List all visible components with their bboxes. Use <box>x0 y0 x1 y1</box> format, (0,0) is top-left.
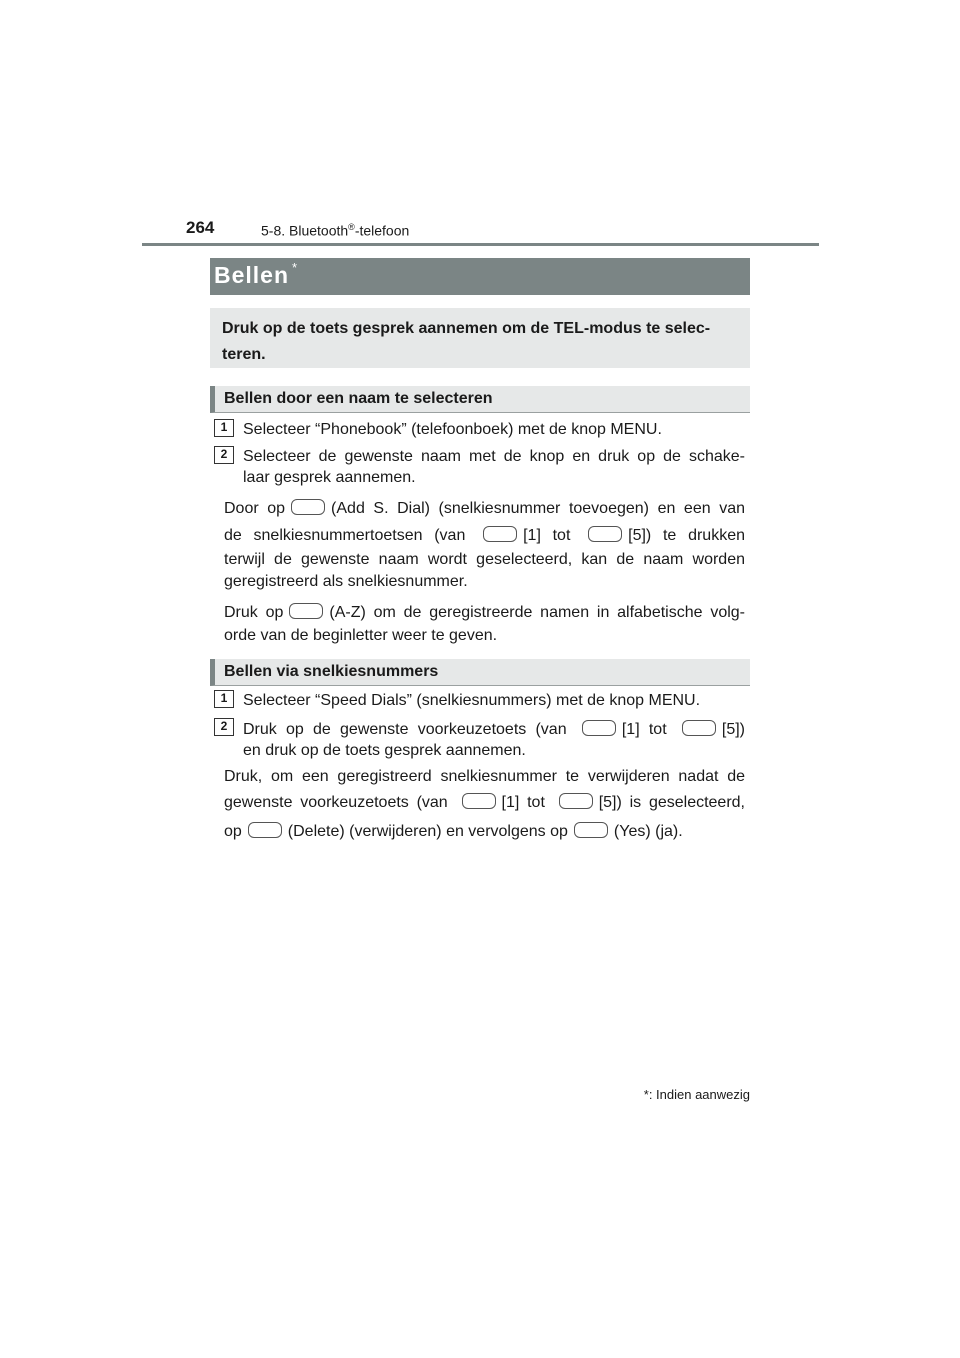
section-heading-text: Bellen door een naam te selecteren <box>224 390 493 407</box>
paragraph-line: Druk, om een geregistreerd snelkiesnummer te verwijderen nadat de <box>224 768 745 785</box>
step-number: 2 <box>214 718 234 736</box>
intro-text: Druk op de toets gesprek aannemen om de TEL-modus te selec- teren. <box>222 320 711 363</box>
step-number: 1 <box>214 419 234 437</box>
page-title: Bellen <box>214 262 290 288</box>
paragraph-line: terwijl de gewenste naam wordt geselecteerd, kan de naam worden <box>224 551 745 568</box>
section-heading-speed <box>210 659 750 686</box>
title-bar <box>210 258 750 295</box>
button-icon <box>248 822 282 838</box>
section-heading-text: Bellen via snelkiesnummers <box>224 663 439 680</box>
paragraph-line: Druk op (A-Z) om de geregistreerde namen in alfabetische volg- <box>224 604 745 621</box>
intro-box <box>210 308 750 368</box>
section-heading-name <box>210 386 750 413</box>
step-text: Druk op de gewenste voorkeuzetoets (van [1] tot [5]) <box>243 721 746 738</box>
step-text: Selecteer “Phonebook” (telefoonboek) met de knop MENU. <box>243 421 662 438</box>
paragraph-line: Door op (Add S. Dial) (snelkiesnummer toevoegen) en een van <box>224 500 745 517</box>
button-icon <box>291 499 325 515</box>
button-icon <box>574 822 608 838</box>
page-number: 264 <box>186 218 215 237</box>
button-icon <box>559 793 593 809</box>
button-icon <box>582 720 616 736</box>
paragraph-line: de snelkiesnummertoetsen (van [1] tot [5]) te drukken <box>224 527 745 544</box>
paragraph-line: orde van de beginletter weer te geven. <box>224 627 498 644</box>
step-number: 2 <box>214 446 234 464</box>
step-text: en druk op de toets gesprek aannemen. <box>243 742 526 759</box>
footnote: *: Indien aanwezig <box>643 1087 750 1102</box>
paragraph-line: gewenste voorkeuzetoets (van [1] tot [5]) is geselecteerd, <box>224 794 746 811</box>
button-icon <box>289 603 323 619</box>
button-icon <box>483 526 517 542</box>
paragraph-line: geregistreerd als snelkiesnummer. <box>224 573 468 590</box>
optional-marker: * <box>292 260 298 275</box>
step-text: Selecteer de gewenste naam met de knop en druk op de schake- <box>243 448 745 465</box>
step-number: 1 <box>214 690 234 708</box>
header-rule <box>142 243 819 246</box>
step-text: laar gesprek aannemen. <box>243 469 416 486</box>
step-text: Selecteer “Speed Dials” (snelkiesnummers) met de knop MENU. <box>243 692 701 709</box>
button-icon <box>682 720 716 736</box>
button-icon <box>588 526 622 542</box>
section-label: 5-8. Bluetooth®-telefoon <box>261 222 410 239</box>
button-icon <box>462 793 496 809</box>
paragraph-line: op (Delete) (verwijderen) en vervolgens op (Yes) (ja). <box>224 823 683 840</box>
